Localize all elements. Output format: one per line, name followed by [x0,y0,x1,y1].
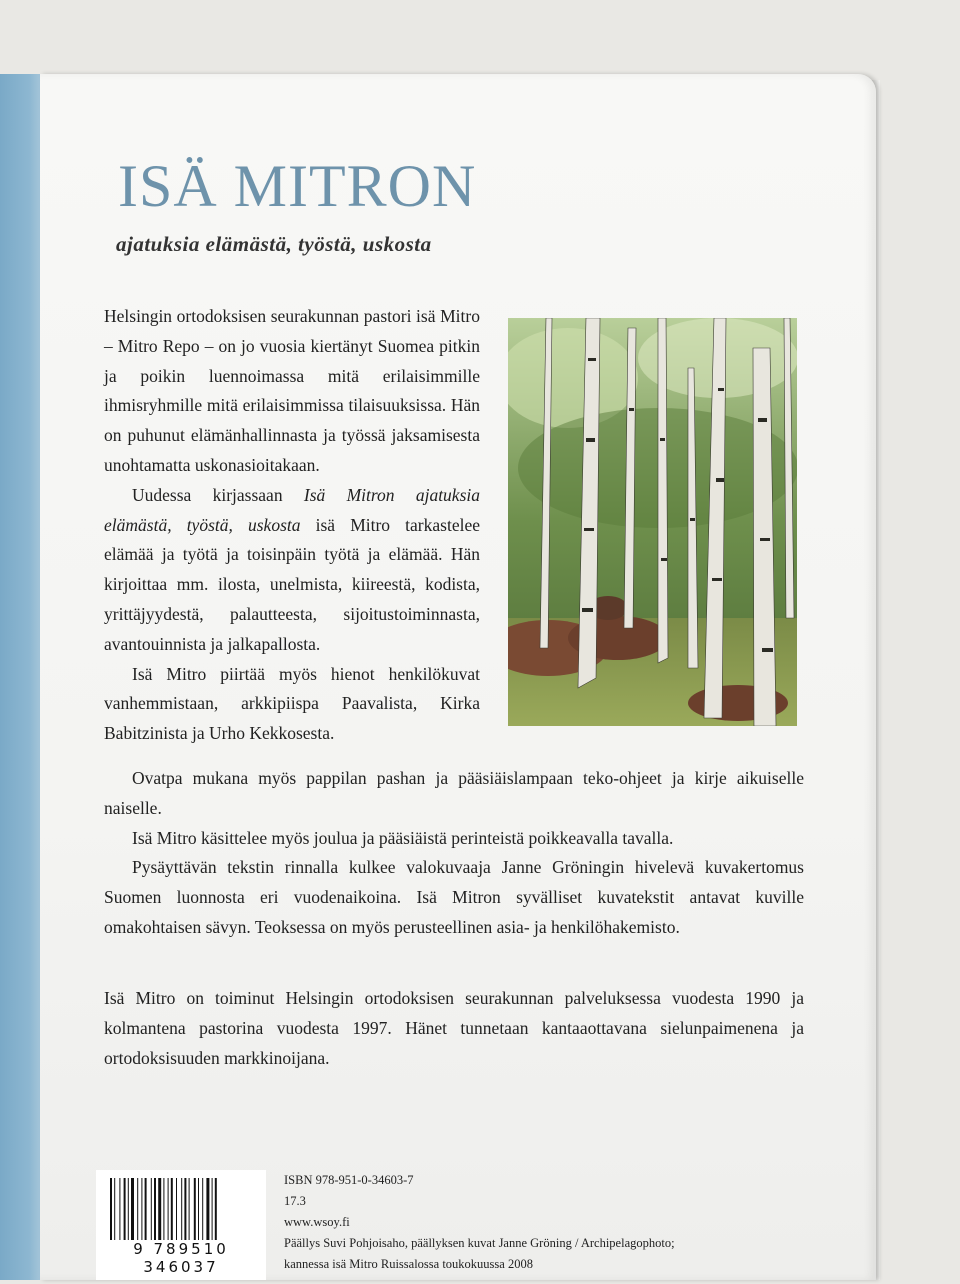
cover-photo-note: kannessa isä Mitro Ruissalossa toukokuussa 2008 [284,1257,533,1271]
author-bio: Isä Mitro on toiminut Helsingin ortodoksisen seurakunnan palveluksessa vuodesta 1990 ja kolmantena pastorina vuodesta 1997. Hänet tunnetaan kantaaottavana sielunpaimenena ja ortodoksisuuden markkinoijana. [104,988,804,1068]
blurb-p2-start: Uudessa kirjassaan [132,484,304,505]
book-title: ISÄ MITRON [118,153,477,219]
author-bio-block [104,984,804,1073]
blurb-column [104,302,480,749]
blurb-paragraph-3: Isä Mitro piirtää myös hienot henkilökuvat vanhemmistaan, arkkipiispa Paavalista, Kirka Babitzinista ja Urho Kekkosesta. [104,663,480,744]
blurb-continued [104,764,804,943]
blurb-paragraph-5: Isä Mitro käsittelee myös joulua ja pääsiäistä perinteistä poikkeavalla tavalla. [132,827,674,848]
blurb-p2-rest: isä Mitro tarkastelee elämää ja työtä ja toisinpäin työtä ja elämää. Hän kirjoittaa mm. ilosta, unelmista, kiireestä, kodista, yrittäjyydestä, palautteesta, sijoitustoiminnasta, avantouinnista ja jalkapallosta. [104,514,480,654]
imprint-info [284,1170,764,1275]
blurb-paragraph-2 [104,481,480,660]
cover-credits: Päällys Suvi Pohjoisaho, päällyksen kuvat Janne Gröning / Archipelagophoto; [284,1236,675,1250]
isbn-barcode [96,1170,266,1280]
publisher-website: www.wsoy.fi [284,1215,350,1229]
book-subtitle: ajatuksia elämästä, työstä, uskosta [116,232,432,256]
birch-forest-illustration [508,318,797,726]
birch-forest-photo [508,318,797,726]
book-spine [0,74,42,1280]
blurb-paragraph-6: Pysäyttävän tekstin rinnalla kulkee valokuvaaja Janne Gröningin hivelevä kuvakertomus Suomen luonnosta eri vuodenaikoina. Isä Mitron syvälliset kuvatekstit antavat kuville omakohtaisen sävyn. Teoksessa on myös perusteellinen asia- ja henkilöhakemisto. [104,857,804,937]
barcode-digits: 9 789510 346037 [96,1240,266,1276]
blurb-p2-book-title: Isä Mitron ajatuksia elämästä, työstä, uskosta [104,484,480,535]
isbn-number: ISBN 978-951-0-34603-7 [284,1173,414,1187]
blurb-paragraph-1: Helsingin ortodoksisen seurakunnan pastori isä Mitro – Mitro Repo – on jo vuosia kiertänyt Suomea pitkin ja poikin luennoimassa mitä erilaisimmille ihmisryhmille mitä erilaisimmissa tilaisuuksissa. Hän on puhunut elämänhallinnasta ja työssä jaksamisesta unohtamatta uskonasioitakaan. [104,306,480,475]
classification: 17.3 [284,1194,306,1208]
blurb-paragraph-4: Ovatpa mukana myös pappilan pashan ja pääsiäislampaan teko-ohjeet ja kirje aikuiselle naiselle. [104,768,804,818]
